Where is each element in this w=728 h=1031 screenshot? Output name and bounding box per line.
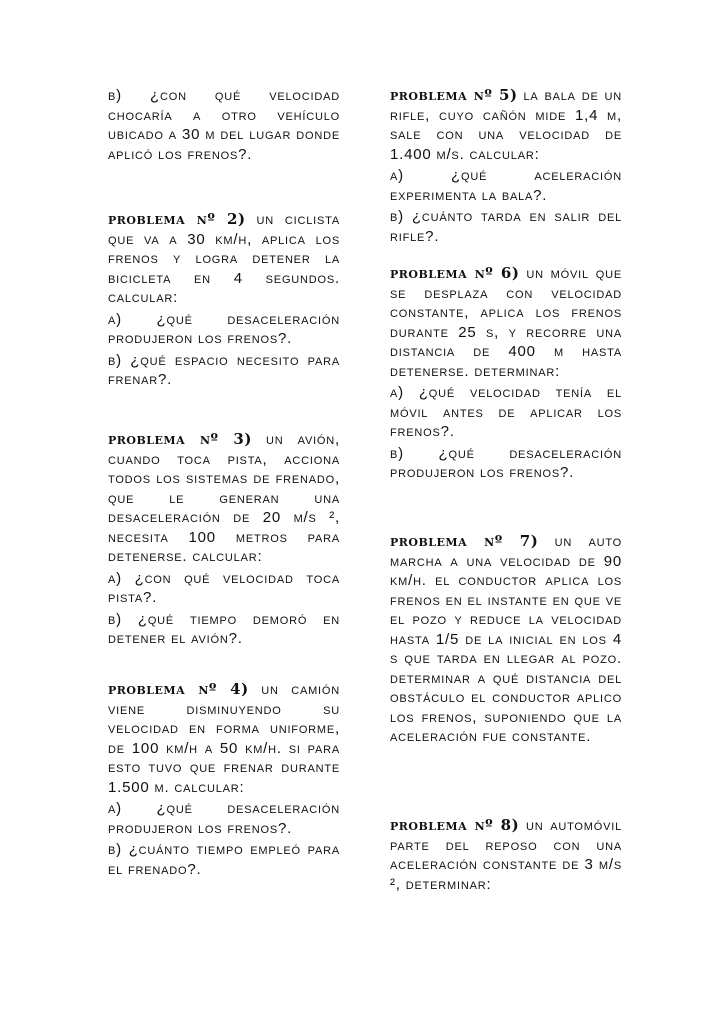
problem-5-statement bbox=[390, 86, 622, 164]
problem-5-part-a: a) ¿qué aceleración experimenta la bala?. bbox=[390, 167, 622, 204]
problem-3-text: un avión, cuando toca pista, acciona todos los sistemas de frenado, que le generan una desaceleración de 20 m/s ², necesita 100 metros para detenerse. calcular: bbox=[108, 431, 341, 565]
problem-6-part-a: a) ¿qué velocidad tenía el móvil antes de aplicar los frenos?. bbox=[390, 384, 622, 440]
problem-7-heading: problema nº 7) bbox=[390, 532, 539, 550]
problem-5-heading: problema nº 5) bbox=[390, 86, 518, 104]
problem-8-text: un automóvil parte del reposo con una aceleración constante de 3 m/s ², determinar: bbox=[390, 817, 622, 893]
problem-4 bbox=[108, 680, 340, 879]
problem-8-statement bbox=[390, 816, 622, 894]
problem-4-heading: problema nº 4) bbox=[108, 680, 249, 698]
problem-2-part-a: a) ¿qué desaceleración produjeron los frenos?. bbox=[108, 310, 340, 347]
problem-8 bbox=[390, 816, 622, 894]
problem-3-heading: problema nº 3) bbox=[108, 430, 252, 448]
problem-2-text: un ciclista que va a 30 km/h, aplica los frenos y logra detener la bicicleta en 4 segundos. calcular: bbox=[108, 211, 340, 306]
problem-6-part-b: b) ¿qué desaceleración produjeron los frenos?. bbox=[390, 444, 622, 481]
problem-5-part-b: b) ¿cuánto tarda en salir del rifle?. bbox=[390, 208, 622, 245]
problem-2-heading: problema nº 2) bbox=[108, 210, 246, 228]
problem-5-text: la bala de un rifle, cuyo cañón mide 1,4 m, sale con una velocidad de 1.400 m/s. calcular: bbox=[390, 87, 622, 163]
problem-1-part-b: b) ¿con qué velocidad chocaría a otro vehículo ubicado a 30 m del lugar donde aplicó los frenos?. bbox=[108, 87, 340, 163]
problem-7 bbox=[390, 532, 622, 747]
problem-3-part-a: a) ¿con qué velocidad toca pista?. bbox=[108, 569, 340, 606]
problem-6 bbox=[390, 264, 622, 483]
problem-6-heading: problema nº 6) bbox=[390, 264, 520, 282]
problem-3-part-b: b) ¿qué tiempo demoró en detener el avión?. bbox=[108, 610, 340, 647]
problem-4-part-b: b) ¿cuánto tiempo empleó para el frenado?. bbox=[108, 841, 340, 878]
problem-8-heading: problema nº 8) bbox=[390, 816, 520, 834]
problem-2-statement bbox=[108, 210, 340, 308]
problem-2-part-b: b) ¿qué espacio necesito para frenar?. bbox=[108, 351, 340, 388]
problem-3 bbox=[108, 430, 340, 649]
problem-4-part-a: a) ¿qué desaceleración produjeron los frenos?. bbox=[108, 800, 340, 837]
problem-3-statement bbox=[108, 430, 340, 567]
problem-5 bbox=[390, 86, 622, 246]
problem-1-tail bbox=[108, 86, 340, 164]
problem-6-text: un móvil que se desplaza con velocidad constante, aplica los frenos durante 25 s, y recorre una distancia de 400 m hasta detenerse. determinar: bbox=[390, 265, 623, 380]
problem-7-statement bbox=[390, 532, 622, 747]
problem-4-text: un camión viene disminuyendo su velocidad en forma uniforme, de 100 km/h a 50 km/h. si para esto tuvo que frenar durante 1.500 m. calcular: bbox=[108, 681, 341, 796]
problem-7-text: un auto marcha a una velocidad de 90 km/h. el conductor aplica los frenos en el instante en que ve el pozo y reduce la velocidad hasta 1/5 de la inicial en los 4 s que tarda en llegar al pozo. determinar a qué distancia del obstáculo el conductor aplico los frenos, suponiendo que la aceleración fue constante. bbox=[390, 533, 623, 745]
problem-2 bbox=[108, 210, 340, 390]
problem-6-statement bbox=[390, 264, 622, 381]
problem-4-statement bbox=[108, 680, 340, 797]
